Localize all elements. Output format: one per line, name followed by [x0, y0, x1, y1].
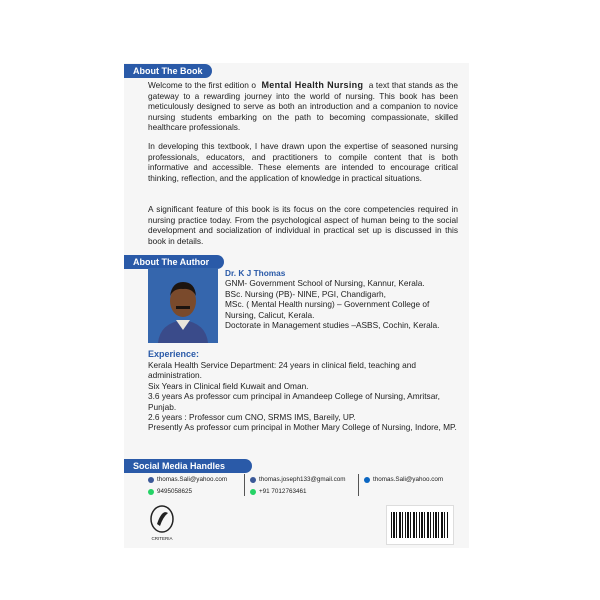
- about-author-heading: About The Author: [124, 255, 224, 269]
- svg-text:CRITERIA: CRITERIA: [151, 536, 173, 541]
- divider: [358, 474, 359, 496]
- phone-number: 9495058625: [157, 488, 193, 495]
- author-details: [225, 268, 460, 330]
- author-qualification-1: GNM- Government School of Nursing, Kannur, Kerala.: [225, 278, 425, 289]
- experience-item: Kerala Health Service Department: 24 years in clinical field, teaching and administration.: [148, 360, 416, 381]
- social-col-3: [364, 474, 443, 486]
- author-qualification-2: BSc. Nursing (PB)- NINE, PGI, Chandigarh,: [225, 288, 386, 299]
- experience-item: 2.6 years : Professor cum CNO, SRMS IMS, Bareily, UP.: [148, 412, 356, 423]
- social-heading: Social Media Handles: [124, 459, 252, 473]
- isbn-barcode: [386, 505, 454, 545]
- author-photo: [148, 268, 218, 343]
- linkedin-icon: [364, 477, 370, 483]
- linkedin-handle: thomas.Sali@yahoo.com: [373, 476, 444, 483]
- author-qualification-3: MSc. ( Mental Health nursing) – Government College of Nursing, Calicut, Kerala.: [225, 299, 430, 320]
- about-book-paragraph-3: A significant feature of this book is its focus on the core competencies required in nursing practice today. From the psychological aspect of human being to the social development and socialization of individual in practical set up is discussed in this book in details.: [148, 204, 458, 246]
- social-col-1: [148, 474, 227, 498]
- divider: [244, 474, 245, 496]
- author-qualification-4: Doctorate in Management studies –ASBS, Cochin, Kerala.: [225, 320, 440, 331]
- experience-item: Presently As professor cum principal in Mother Mary College of Nursing, Indore, MP.: [148, 422, 457, 433]
- experience-list: [148, 360, 458, 433]
- publisher-logo: [147, 504, 177, 544]
- experience-item: Six Years in Clinical field Kuwait and Oman.: [148, 380, 309, 391]
- about-book-paragraph-1: Welcome to the first edition o Mental Health Nursing a text that stands as the gateway to a rewarding journey into the world of nursing. This book has been meticulously designed to serve as both an introduction and a companion to novice nursing students embarking on the path to becoming compassionate, skilled healthcare professionals.: [148, 80, 458, 132]
- experience-item: 3.6 years As professor cum principal in Amandeep College of Nursing, Amritsar, Punjab.: [148, 391, 440, 412]
- phone-number: +91 7012763461: [259, 488, 307, 495]
- about-book-heading: About The Book: [124, 64, 212, 78]
- whatsapp-icon: [250, 489, 256, 495]
- facebook-icon: [148, 477, 154, 483]
- social-col-2: [250, 474, 346, 498]
- whatsapp-icon: [148, 489, 154, 495]
- about-book-paragraph-2: In developing this textbook, I have drawn upon the expertise of seasoned nursing professionals, educators, and practitioners to compile content that is both informative and accessible. These elements are intended to encourage critical thinking, reflection, and the application of knowledge in practical situations.: [148, 141, 458, 183]
- author-name: Dr. K J Thomas: [225, 268, 286, 278]
- book-title-inline: Mental Health Nursing: [258, 80, 366, 90]
- email-handle: thomas.joseph133@gmail.com: [259, 476, 346, 483]
- facebook-icon: [250, 477, 256, 483]
- facebook-handle: thomas.Sali@yahoo.com: [157, 476, 228, 483]
- experience-heading: Experience:: [148, 349, 200, 359]
